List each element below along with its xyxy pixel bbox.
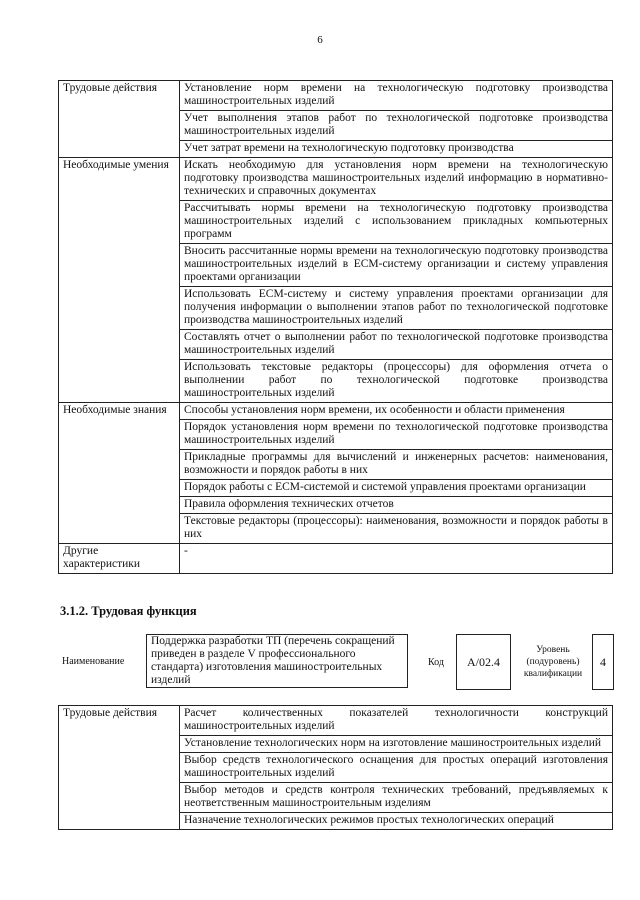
table-cell: Использовать текстовые редакторы (процессоры) для оформления отчета о выполнении работ по технологической подготовке производства машиностроительных изделий (180, 360, 613, 403)
table-cell: Выбор методов и средств контроля технических требований, предъявляемых к неответственным машиностроительным изделиям (180, 783, 613, 813)
table-row (59, 158, 613, 201)
function-header-block (58, 632, 618, 694)
table-cell: Выбор средств технологического оснащения для простых операций изготовления машиностроительных изделий (180, 753, 613, 783)
table-cell: Вносить рассчитанные нормы времени на технологическую подготовку производства машиностроительных изделий в ECM-систему организации и систему управления проектами организации (180, 244, 613, 287)
table-cell: Способы установления норм времени, их особенности и области применения (180, 403, 613, 420)
table-row (59, 403, 613, 420)
table-row (59, 706, 613, 736)
table-cell: Прикладные программы для вычислений и инженерных расчетов: наименования, возможности и порядок работы в них (180, 450, 613, 480)
table-cell: Порядок установления норм времени по технологической подготовке производства машиностроительных изделий (180, 420, 613, 450)
table-cell: Порядок работы с ECM-системой и системой управления проектами организации (180, 480, 613, 497)
table-cell: Составлять отчет о выполнении работ по технологической подготовке производства машиностроительных изделий (180, 330, 613, 360)
qualification-level-box: 4 (592, 634, 614, 690)
row-group-label: Трудовые действия (59, 81, 180, 158)
table-2-body (59, 706, 613, 830)
labor-function-table-1 (58, 80, 613, 574)
table-cell: Назначение технологических режимов простых технологических операций (180, 813, 613, 830)
level-label: Уровень (подуровень) квалификации (523, 645, 583, 679)
table-cell: Правила оформления технических отчетов (180, 497, 613, 514)
table-1-body (59, 81, 613, 574)
table-cell: - (180, 544, 613, 574)
table-cell: Текстовые редакторы (процессоры): наименования, возможности и порядок работы в них (180, 514, 613, 544)
page-number: 6 (317, 34, 323, 46)
row-group-label: Необходимые умения (59, 158, 180, 403)
table-cell: Расчет количественных показателей технологичности конструкций машиностроительных изделий (180, 706, 613, 736)
section-heading: 3.1.2. Трудовая функция (60, 604, 197, 618)
table-cell: Установление технологических норм на изготовление машиностроительных изделий (180, 736, 613, 753)
labor-function-table-2 (58, 705, 613, 830)
code-label: Код (428, 657, 444, 668)
row-group-label: Необходимые знания (59, 403, 180, 544)
row-group-label: Другие характеристики (59, 544, 180, 574)
function-code-box: A/02.4 (456, 634, 511, 690)
table-cell: Искать необходимую для установления норм времени на технологическую подготовку производства машиностроительных изделий информацию в нормативно-технических и справочных документах (180, 158, 613, 201)
table-cell: Учет выполнения этапов работ по технологической подготовке производства машиностроительных изделий (180, 111, 613, 141)
name-label: Наименование (62, 656, 125, 667)
table-cell: Установление норм времени на технологическую подготовку производства машиностроительных изделий (180, 81, 613, 111)
table-cell: Учет затрат времени на технологическую подготовку производства (180, 141, 613, 158)
function-name-box: Поддержка разработки ТП (перечень сокращений приведен в разделе V профессионального стандарта) изготовления машиностроительных изделий (146, 634, 408, 688)
table-row (59, 544, 613, 574)
table-cell: Использовать ECM-систему и систему управления проектами организации для получения информации о выполнении этапов работ по технологической подготовке производства машиностроительных изделий (180, 287, 613, 330)
table-cell: Рассчитывать нормы времени на технологическую подготовку производства машиностроительных изделий с использованием прикладных компьютерных программ (180, 201, 613, 244)
row-group-label: Трудовые действия (59, 706, 180, 830)
table-row (59, 81, 613, 111)
